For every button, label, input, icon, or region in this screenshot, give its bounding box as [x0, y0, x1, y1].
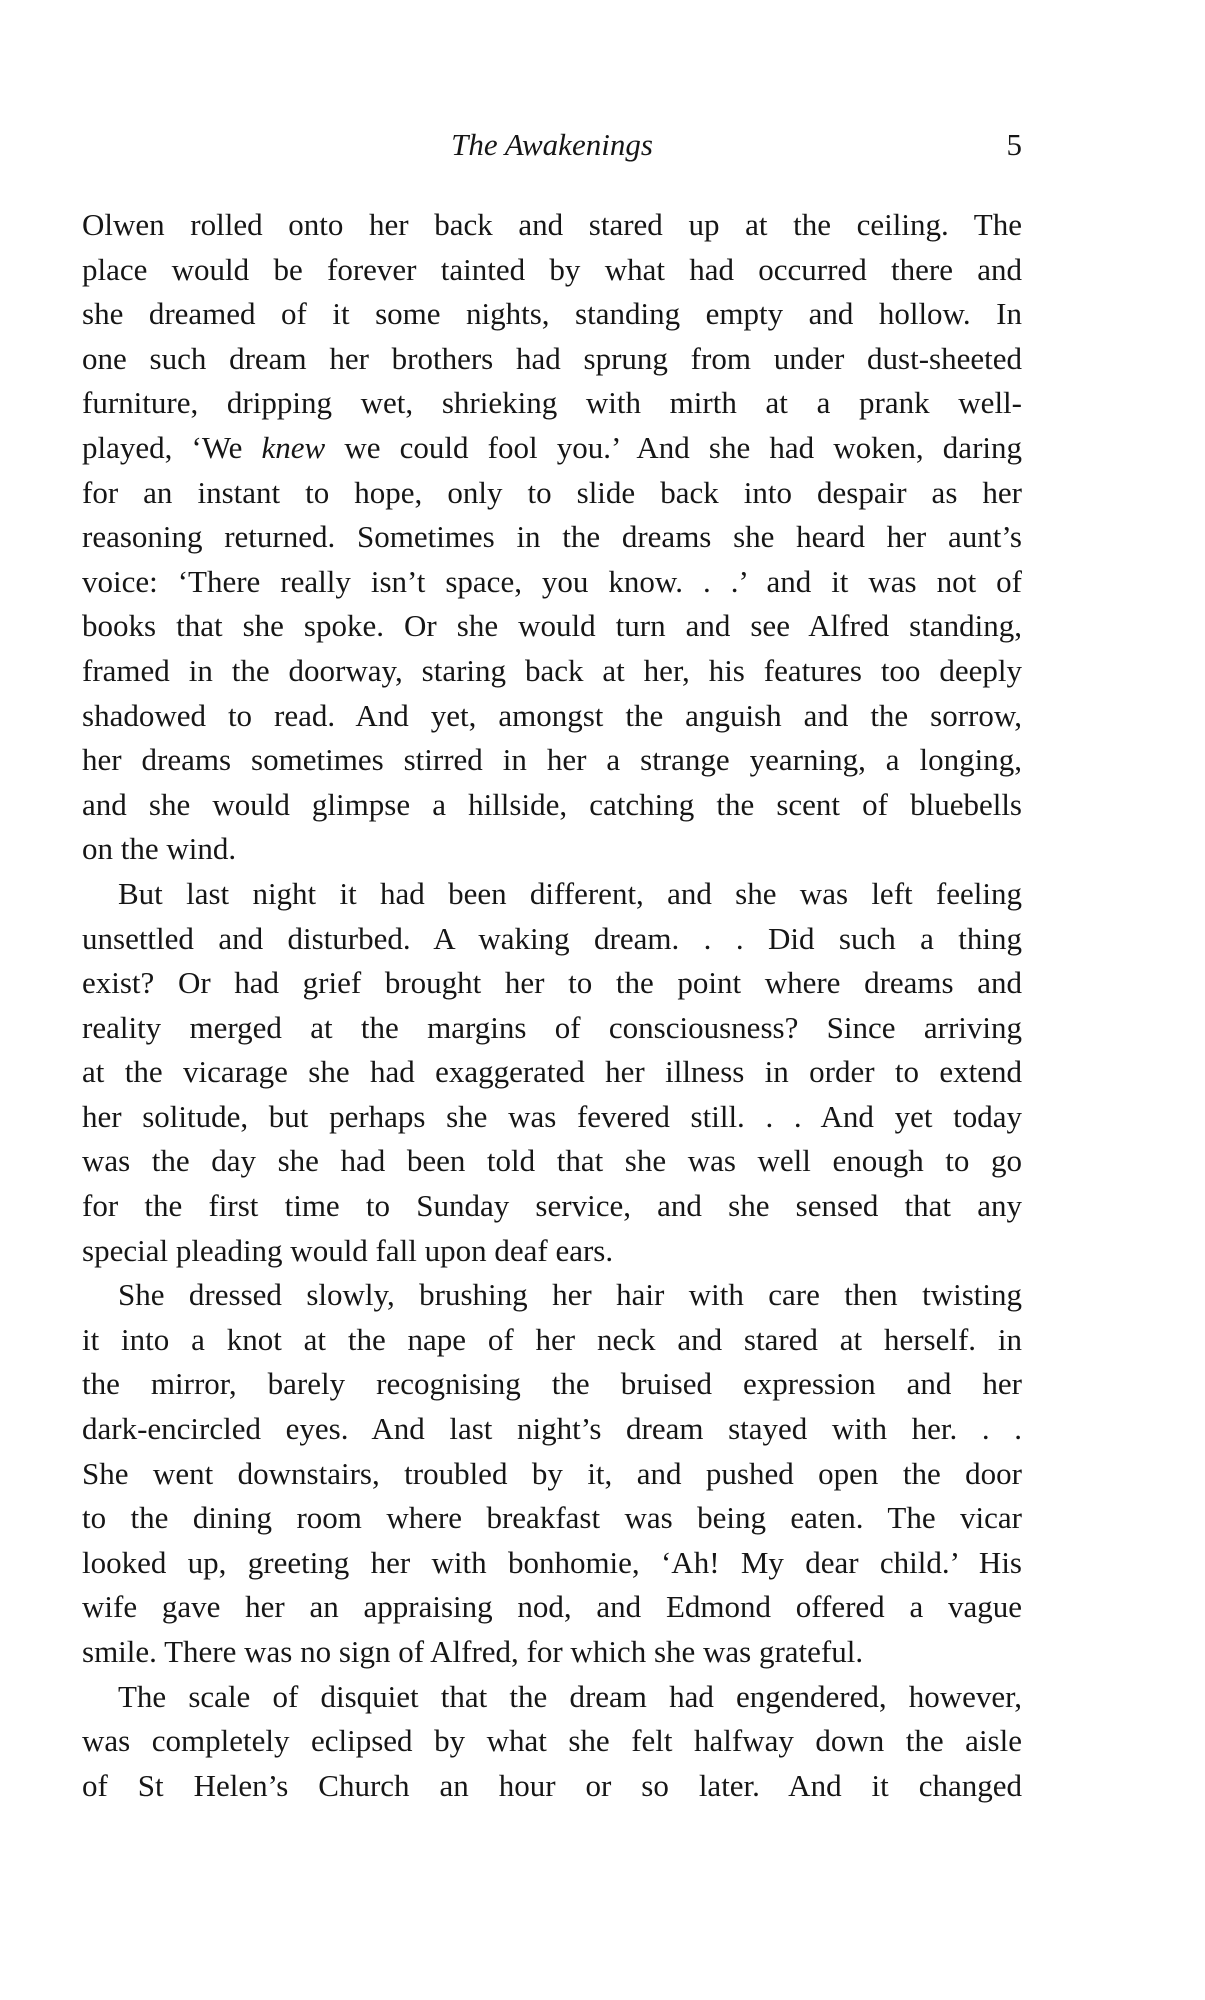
body-text — [82, 203, 1022, 1808]
text-line: books that she spoke. Or she would turn and see Alfred standing, — [82, 608, 1022, 644]
text-line: for an instant to hope, only to slide back into despair as her — [82, 474, 1022, 510]
text-line: and she would glimpse a hillside, catching the scent of bluebells — [82, 786, 1022, 822]
text-line: voice: ‘There really isn’t space, you know. . .’ and it was not of — [82, 563, 1022, 599]
text-line: shadowed to read. And yet, amongst the anguish and the sorrow, — [82, 697, 1022, 733]
running-title: The Awakenings — [451, 127, 653, 162]
text-line: Olwen rolled onto her back and stared up at the ceiling. The — [82, 207, 1022, 242]
text-line — [82, 426, 1022, 471]
text-line: smile. There was no sign of Alfred, for which she was grateful. — [82, 1634, 864, 1669]
text-line: of St Helen’s Church an hour or so later. And it changed — [82, 1767, 1022, 1803]
text-line: framed in the doorway, staring back at her, his features too deeply — [82, 652, 1022, 688]
text-line: for the first time to Sunday service, and she sensed that any — [82, 1188, 1022, 1224]
text-line: wife gave her an appraising nod, and Edmond offered a vague — [82, 1589, 1022, 1625]
text-line: looked up, greeting her with bonhomie, ‘Ah! My dear child.’ His — [82, 1544, 1022, 1580]
text-line: was completely eclipsed by what she felt halfway down the aisle — [82, 1723, 1022, 1759]
text-line: The scale of disquiet that the dream had engendered, however, — [118, 1678, 1022, 1714]
text-run: played, ‘We — [82, 429, 262, 465]
text-line: But last night it had been different, and she was left feeling — [118, 875, 1022, 911]
text-line: her solitude, but perhaps she was fevered still. . . And yet today — [82, 1098, 1022, 1134]
text-line: was the day she had been told that she was well enough to go — [82, 1143, 1022, 1179]
text-line: exist? Or had grief brought her to the point where dreams and — [82, 965, 1022, 1001]
text-line: on the wind. — [82, 831, 237, 867]
text-line: it into a knot at the nape of her neck and stared at herself. in — [82, 1321, 1022, 1357]
text-line: she dreamed of it some nights, standing empty and hollow. In — [82, 296, 1022, 332]
text-line: to the dining room where breakfast was being eaten. The vicar — [82, 1500, 1022, 1536]
text-line: dark-encircled eyes. And last night’s dream stayed with her. . . — [82, 1411, 1022, 1447]
text-line: one such dream her brothers had sprung from under dust-sheeted — [82, 340, 1022, 376]
page-number: 5 — [1006, 127, 1022, 162]
text-line: unsettled and disturbed. A waking dream. . . Did such a thing — [82, 920, 1022, 956]
emphasized-word: knew — [261, 429, 326, 465]
text-line: the mirror, barely recognising the bruised expression and her — [82, 1366, 1022, 1402]
running-head — [82, 120, 1022, 170]
text-line: her dreams sometimes stirred in her a strange yearning, a longing, — [82, 742, 1022, 778]
text-line: at the vicarage she had exaggerated her illness in order to extend — [82, 1054, 1022, 1090]
text-line: reality merged at the margins of consciousness? Since arriving — [82, 1009, 1022, 1045]
text-line: reasoning returned. Sometimes in the dreams she heard her aunt’s — [82, 519, 1022, 555]
text-line: place would be forever tainted by what had occurred there and — [82, 251, 1022, 287]
text-line: She dressed slowly, brushing her hair with care then twisting — [118, 1277, 1022, 1313]
text-line: special pleading would fall upon deaf ears. — [82, 1232, 614, 1268]
text-line: furniture, dripping wet, shrieking with mirth at a prank well- — [82, 385, 1022, 421]
text-line: She went downstairs, troubled by it, and pushed open the door — [82, 1455, 1022, 1491]
text-run: we could fool you.’ And she had woken, daring — [325, 429, 1022, 465]
